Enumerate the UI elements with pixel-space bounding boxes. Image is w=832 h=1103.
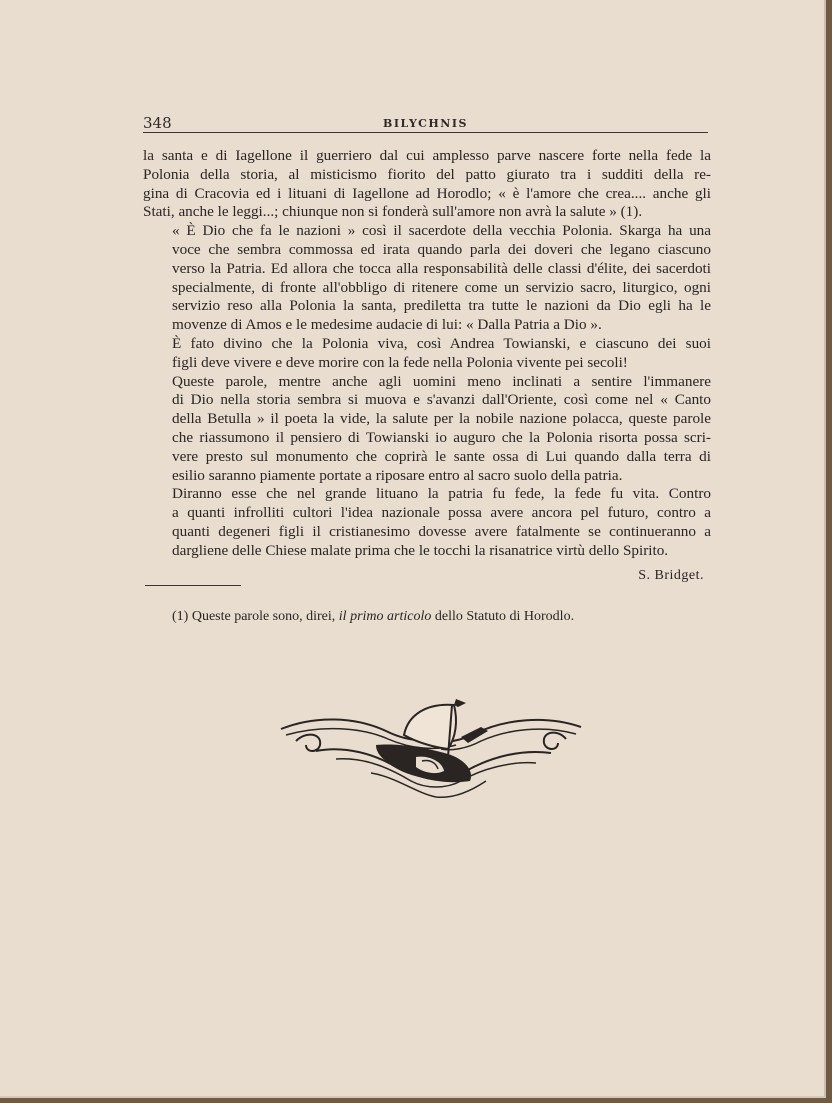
text-line: Stati, anche le leggi...; chiunque non si fonderà sull'amore non avrà la salute » (1). bbox=[143, 203, 643, 221]
text-line: quanti degeneri figli il cristianesimo dovesse avere fatalmente se continueranno a bbox=[172, 522, 711, 540]
text-line: figli deve vivere e deve morire con la fede nella Polonia vivente pei secoli! bbox=[172, 353, 628, 371]
text-line: verso la Patria. Ed allora che tocca alla responsabilità delle classi d'élite, dei sacerdoti bbox=[172, 259, 711, 277]
text-line: che riassumono il pensiero di Towianski io auguro che la Polonia risorta possa scri- bbox=[172, 428, 711, 446]
text-line: gina di Cracovia ed i lituani di Iagellone ad Horodlo; « è l'amore che crea.... anche gli bbox=[143, 184, 711, 202]
footnote-separator-rule bbox=[145, 585, 241, 586]
body-text bbox=[143, 147, 711, 561]
running-header bbox=[143, 114, 708, 133]
text-line: Queste parole, mentre anche agli uomini meno inclinati a sentire l'immanere bbox=[172, 372, 711, 390]
text-line: della Betulla » il poeta la vide, la salute per la nobile nazione polacca, queste parole bbox=[172, 410, 711, 428]
text-line: specialmente, di fronte all'obbligo di ritenere come un servizio sacro, liturgico, ogni bbox=[172, 278, 711, 296]
ship-on-waves-icon bbox=[276, 697, 586, 807]
paragraph bbox=[143, 335, 711, 373]
text-line: dargliene delle Chiese malate prima che le tocchi la risanatrice virtù dello Spirito. bbox=[172, 541, 669, 559]
paragraph bbox=[143, 373, 711, 486]
text-line: vere presto sul monumento che coprirà le sante ossa di Lui quando dalla terra di bbox=[172, 447, 711, 465]
footnote-text-end: dello Statuto di Horodlo. bbox=[434, 609, 575, 624]
text-line: movenze di Amos e le medesime audacie di lui: « Dalla Patria a Dio ». bbox=[172, 316, 602, 334]
author-signature: S. Bridget. bbox=[638, 568, 704, 583]
text-line: È fato divino che la Polonia viva, così Andrea Towianski, e ciascuno dei suoi bbox=[172, 334, 711, 352]
footnote-marker: (1) bbox=[172, 609, 189, 624]
text-line: « È Dio che fa le nazioni » così il sacerdote della vecchia Polonia. Skarga ha una bbox=[172, 222, 711, 240]
text-line: la santa e di Iagellone il guerriero dal cui amplesso parve nascere forte nella fede la bbox=[143, 147, 711, 164]
text-line: a quanti infrolliti cultori l'idea nazionale possa avere ancora pel futuro, contro a bbox=[172, 504, 711, 522]
text-line: servizio reso alla Polonia la santa, prediletta tra tutte le nazioni da Dio egli ha le bbox=[172, 297, 711, 315]
footnote-text: Queste parole sono, direi, bbox=[191, 609, 336, 624]
text-line: Polonia della storia, al misticismo fiorito del patto giurato tra i sudditi della re- bbox=[143, 165, 711, 183]
page-number: 348 bbox=[143, 114, 172, 132]
text-line: Diranno esse che nel grande lituano la patria fu fede, la fede fu vita. Contro bbox=[172, 485, 711, 503]
paragraph bbox=[143, 147, 711, 222]
text-line: voce che sembra commossa ed irata quando parla dei doveri che legano ciascuno bbox=[172, 240, 711, 258]
footnote bbox=[172, 609, 692, 625]
running-title: BILYCHNIS bbox=[383, 117, 468, 130]
paragraph bbox=[143, 222, 711, 335]
text-line: di Dio nella storia sembra si muova e s'avanzi dall'Oriente, così come nel « Canto bbox=[172, 391, 711, 409]
paragraph bbox=[143, 485, 711, 560]
text-line: esilio saranno piamente portate a riposare entro al sacro suolo della patria. bbox=[172, 466, 623, 484]
footnote-emphasis: il primo articolo bbox=[338, 609, 432, 624]
